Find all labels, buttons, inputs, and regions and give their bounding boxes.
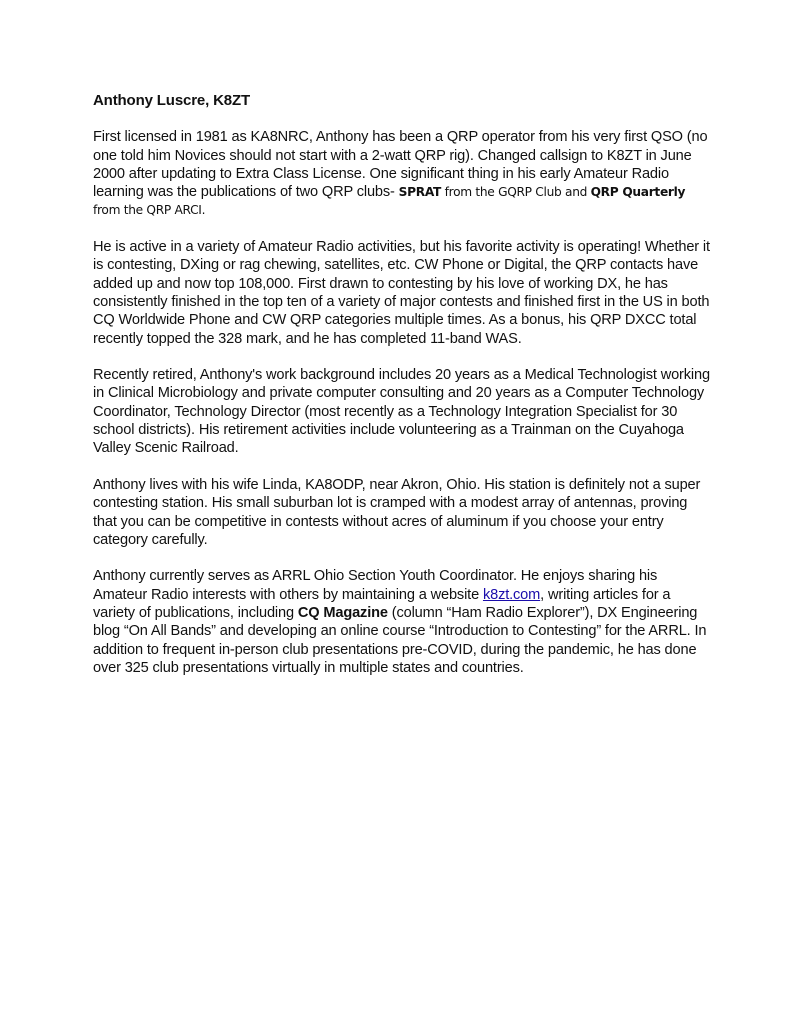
paragraph-activities: He is active in a variety of Amateur Radio activities, but his favorite activity is operating! Whether it is contesting, DXing or rag chewing, satellites, etc. CW Phone or Digital, the QRP contacts have added up and now top 108,000. First drawn to contesting by his love of working DX, he has consistently finished in the top ten of a variety of major contests and finished first in the US in both CQ Worldwide Phone and CW QRP categories multiple times. As a bonus, his QRP DXCC total recently topped the 328 mark, and he has completed 11-band WAS. xyxy=(93,239,710,347)
publication-sprat: SPRAT xyxy=(398,185,442,200)
paragraph-text: First licensed in 1981 as KA8NRC, Anthony has been a QRP operator from his very first QSO (no one told him Novices should not start with a 2-watt QRP rig). Changed callsign to K8ZT in June 2000 after updating to Extra Class License. One significant thing in his early Amateur Radio learning was the publications of two QRP clubs- xyxy=(93,129,708,201)
paragraph-licensing xyxy=(93,128,713,219)
publication-cq-magazine: CQ Magazine xyxy=(297,605,388,622)
paragraph-text: from the QRP ARCI. xyxy=(93,203,206,218)
paragraph-text: GQRP Club and xyxy=(498,185,591,200)
publication-qrp-quarterly: QRP Quarterly xyxy=(590,185,686,200)
paragraph-text: (column “Ham Radio Explorer”), DX Engineering blog “On All Bands” and developing an online course “Introduction to Contesting” for the ARRL. In addition to frequent in-person club presentations pre-COVID, during the pandemic, he has done over 325 club presentations virtually in multiple states and countries. xyxy=(93,605,707,676)
paragraph-text: Anthony currently serves as ARRL Ohio Section Youth Coordinator. He enjoys sharing his Amateur Radio interests with others by maintaining a website xyxy=(93,568,658,603)
paragraph-work-background: Recently retired, Anthony's work background includes 20 years as a Medical Technologist working in Clinical Microbiology and private computer consulting and 20 years as a Computer Technology Coordinator, Technology Director (most recently as a Technology Integration Specialist for 30 school districts). His retirement activities include volunteering as a Trainman on the Cuyahoga Valley Scenic Railroad. xyxy=(93,367,710,457)
paragraph-text: from the xyxy=(441,185,499,200)
website-link[interactable]: k8zt.com xyxy=(482,586,541,603)
document-title: Anthony Luscre, K8ZT xyxy=(93,92,251,109)
paragraph-home-station: Anthony lives with his wife Linda, KA8ODP, near Akron, Ohio. His station is definitely not a super contesting station. His small suburban lot is cramped with a modest array of antennas, proving that you can be competitive in contests without acres of aluminum if you choose your entry category carefully. xyxy=(93,476,701,548)
paragraph-text: , writing articles for a variety of publications, including xyxy=(93,586,671,622)
paragraph-current-roles xyxy=(93,567,713,677)
document-page xyxy=(93,92,713,696)
